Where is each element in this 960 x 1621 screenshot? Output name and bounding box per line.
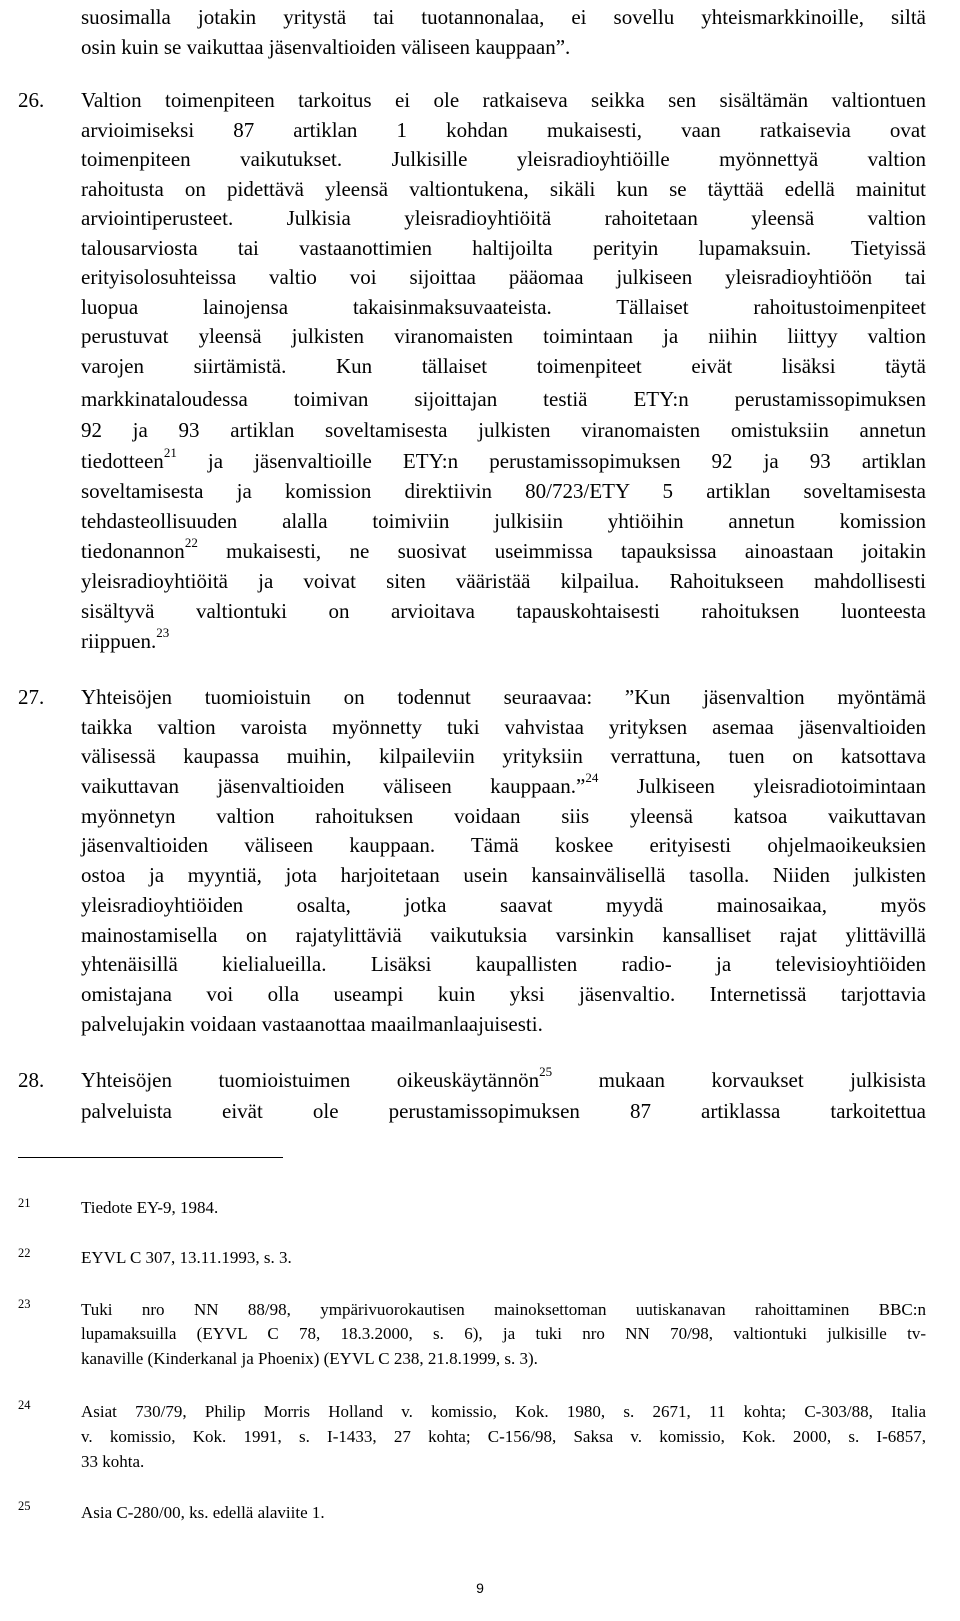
footnote-ref[interactable]: 24 — [585, 770, 599, 785]
paragraph-number: 26. — [18, 88, 45, 112]
footnote-ref[interactable]: 25 — [539, 1064, 553, 1079]
body-line: tiedotteen$^{21}$ ja jäsenvaltioille ETY:n perustamissopimuksen 92 ja 93 artiklan — [81, 445, 926, 473]
footnote-number: 24 — [18, 1398, 31, 1412]
footnote-number: 23 — [18, 1297, 31, 1311]
body-line: jäsenvaltioiden väliseen kauppaan. Tämä koskee erityisesti ohjelmaoikeuksien — [81, 833, 926, 857]
body-line: yhtenäisillä kielialueilla. Lisäksi kaupallisten radio- ja televisioyhtiöiden — [81, 952, 926, 976]
body-line: talousarviosta tai vastaanottimien haltijoilta perityin lupamaksuin. Tietyissä — [81, 236, 926, 260]
footnote-text: EYVL C 307, 13.11.1993, s. 3. — [81, 1248, 292, 1267]
footnote-number: 22 — [18, 1246, 31, 1260]
footnote-text: Tiedote EY-9, 1984. — [81, 1198, 219, 1217]
body-line: riippuen.$^{23}$ — [81, 625, 170, 653]
footnote-separator — [18, 1157, 283, 1158]
body-line: Yhteisöjen tuomioistuimen oikeuskäytännön$^{25}$ mukaan korvaukset julkisista — [81, 1064, 926, 1092]
body-line: osin kuin se vaikuttaa jäsenvaltioiden väliseen kauppaan”. — [81, 35, 571, 59]
body-line: vaikuttavan jäsenvaltioiden väliseen kauppaan.”$^{24}$ Julkiseen yleisradiotoimintaan — [81, 770, 927, 798]
body-line: suosimalla jotakin yritystä tai tuotannonalaa, ei sovellu yhteismarkkinoille, siltä — [81, 5, 926, 29]
body-line: taikka valtion varoista myönnetty tuki vahvistaa yrityksen asemaa jäsenvaltioiden — [81, 715, 926, 739]
body-line: markkinataloudessa toimivan sijoittajan testiä ETY:n perustamissopimuksen — [81, 387, 926, 411]
body-line: sisältyvä valtiontuki on arvioitava tapauskohtaisesti rahoituksen luonteesta — [81, 599, 926, 623]
body-line: Yhteisöjen tuomioistuin on todennut seuraavaa: ”Kun jäsenvaltion myöntämä — [81, 685, 926, 709]
body-line: arvioimiseksi 87 artiklan 1 kohdan mukaisesti, vaan ratkaisevia ovat — [81, 118, 926, 142]
body-line: mainostamisella on rajatylittäviä vaikutuksia varsinkin kansalliset rajat ylittävillä — [81, 923, 926, 947]
body-line: Valtion toimenpiteen tarkoitus ei ole ratkaiseva seikka sen sisältämän valtiontuen — [81, 88, 926, 112]
body-line: luopua lainojensa takaisinmaksuvaateista. Tällaiset rahoitustoimenpiteet — [81, 295, 926, 319]
body-line: erityisolosuhteissa valtio voi sijoittaa pääomaa julkiseen yleisradioyhtiöön tai — [81, 265, 926, 289]
body-line: tehdasteollisuuden alalla toimiviin julkisiin yhtiöihin annetun komission — [81, 509, 926, 533]
footnote-number: 25 — [18, 1499, 31, 1513]
footnote-text: 33 kohta. — [81, 1452, 145, 1471]
body-line: toimenpiteen vaikutukset. Julkisille yleisradioyhtiöille myönnettyä valtion — [81, 147, 926, 171]
body-line: välisessä kaupassa muihin, kilpaileviin yrityksiin verrattuna, tuen on katsottava — [81, 744, 926, 768]
paragraph-number: 27. — [18, 685, 45, 709]
body-line: 92 ja 93 artiklan soveltamisesta julkisten viranomaisten omistuksiin annetun — [81, 418, 926, 442]
footnote-text: kanaville (Kinderkanal ja Phoenix) (EYVL C 238, 21.8.1999, s. 3). — [81, 1349, 538, 1368]
body-line: perustuvat yleensä julkisten viranomaisten toimintaan ja niihin liittyy valtion — [81, 324, 926, 348]
body-line: yleisradioyhtiöitä ja voivat siten vääristää kilpailua. Rahoitukseen mahdollisesti — [81, 569, 926, 593]
body-line: palvelujakin voidaan vastaanottaa maailmanlaajuisesti. — [81, 1012, 543, 1036]
footnote-ref[interactable]: 21 — [163, 445, 177, 460]
body-line: tiedonannon$^{22}$ mukaisesti, ne suosivat useimmissa tapauksissa ainoastaan joitakin — [81, 535, 926, 563]
page-number: 9 — [476, 1580, 484, 1596]
footnote-text: lupamaksuilla (EYVL C 78, 18.3.2000, s. 6), ja tuki nro NN 70/98, valtiontuki julkisille tv- — [81, 1324, 926, 1343]
body-line: omistajana voi olla useampi kuin yksi jäsenvaltio. Internetissä tarjottavia — [81, 982, 926, 1006]
body-line: yleisradioyhtiöiden osalta, jotka saavat myydä mainosaikaa, myös — [81, 893, 926, 917]
body-line: myönnetyn valtion rahoituksen voidaan siis yleensä katsoa vaikuttavan — [81, 804, 926, 828]
footnote-text: v. komissio, Kok. 1991, s. I-1433, 27 kohta; C-156/98, Saksa v. komissio, Kok. 2000, s. I-6857, — [81, 1427, 926, 1446]
body-line: rahoitusta on pidettävä yleensä valtiontukena, sikäli kun se täyttää edellä mainitut — [81, 177, 926, 201]
body-line: soveltamisesta ja komission direktiivin 80/723/ETY 5 artiklan soveltamisesta — [81, 479, 926, 503]
footnote-number: 21 — [18, 1196, 31, 1210]
footnote-text: Asia C-280/00, ks. edellä alaviite 1. — [81, 1503, 325, 1522]
footnote-ref[interactable]: 23 — [156, 625, 170, 640]
footnote-text: Asiat 730/79, Philip Morris Holland v. komissio, Kok. 1980, s. 2671, 11 kohta; C-303/88, Italia — [81, 1402, 926, 1421]
body-line: ostoa ja myyntiä, jota harjoitetaan usein kansainvälisellä tasolla. Niiden julkisten — [81, 863, 926, 887]
footnote-text: Tuki nro NN 88/98, ympärivuorokautisen mainoksettoman uutiskanavan rahoittaminen BBC:n — [81, 1300, 926, 1319]
paragraph-number: 28. — [18, 1068, 45, 1092]
footnote-ref[interactable]: 22 — [184, 535, 198, 550]
body-line: varojen siirtämistä. Kun tällaiset toimenpiteet eivät lisäksi täytä — [81, 354, 926, 378]
body-line: arviointiperusteet. Julkisia yleisradioyhtiöitä rahoitetaan yleensä valtion — [81, 206, 926, 230]
body-line: palveluista eivät ole perustamissopimuksen 87 artiklassa tarkoitettua — [81, 1099, 926, 1123]
